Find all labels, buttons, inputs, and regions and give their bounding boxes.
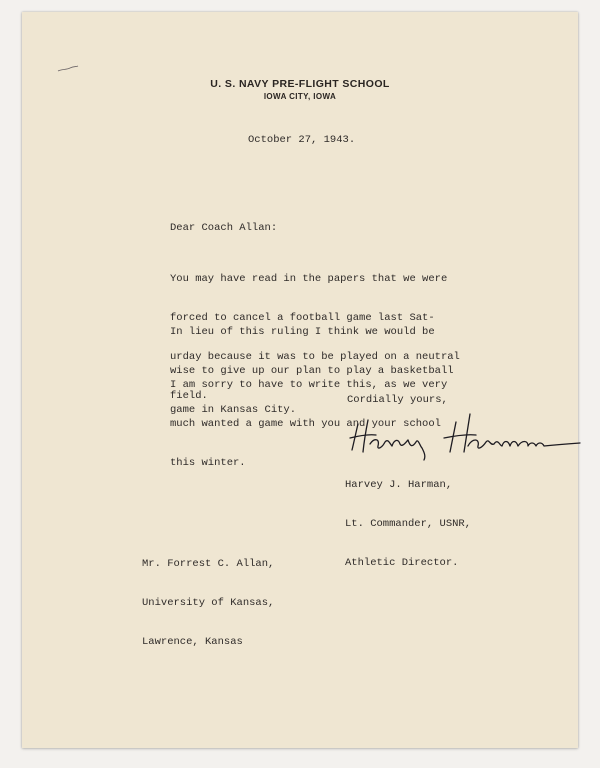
paragraph-1-line: field. xyxy=(170,390,208,402)
letter-date: October 27, 1943. xyxy=(248,134,356,146)
recipient-name: Mr. Forrest C. Allan, xyxy=(142,558,275,570)
paragraph-3-line: much wanted a game with you and your school xyxy=(170,418,441,430)
recipient-city: Lawrence, Kansas xyxy=(142,636,243,648)
paragraph-3-line: I am sorry to have to write this, as we very xyxy=(170,379,448,391)
signer-title: Athletic Director. xyxy=(345,557,459,569)
letterhead-title: U. S. NAVY PRE-FLIGHT SCHOOL xyxy=(210,78,390,90)
letterhead-subtitle: IOWA CITY, IOWA xyxy=(263,92,337,101)
salutation: Dear Coach Allan: xyxy=(170,222,278,234)
paragraph-1-line: You may have read in the papers that we were xyxy=(170,273,448,285)
recipient-address xyxy=(142,532,274,675)
recipient-institution: University of Kansas, xyxy=(142,597,275,609)
stray-pen-mark xyxy=(56,64,80,74)
closing: Cordially yours, xyxy=(347,394,448,406)
letterhead xyxy=(22,78,578,102)
signer-rank: Lt. Commander, USNR, xyxy=(345,518,472,530)
letter-sheet xyxy=(22,12,578,748)
paragraph-2-line: In lieu of this ruling I think we would be xyxy=(170,326,435,338)
paragraph-1-line: forced to cancel a football game last Sat- xyxy=(170,312,435,324)
signer-name: Harvey J. Harman, xyxy=(345,479,453,491)
signature-block xyxy=(345,453,471,596)
paragraph-1-line: urday because it was to be played on a neutral xyxy=(170,351,460,363)
paragraph-2-line: game in Kansas City. xyxy=(170,404,297,416)
paragraph-3-line: this winter. xyxy=(170,457,246,469)
paragraph-2-line: wise to give up our plan to play a basketball xyxy=(170,365,454,377)
